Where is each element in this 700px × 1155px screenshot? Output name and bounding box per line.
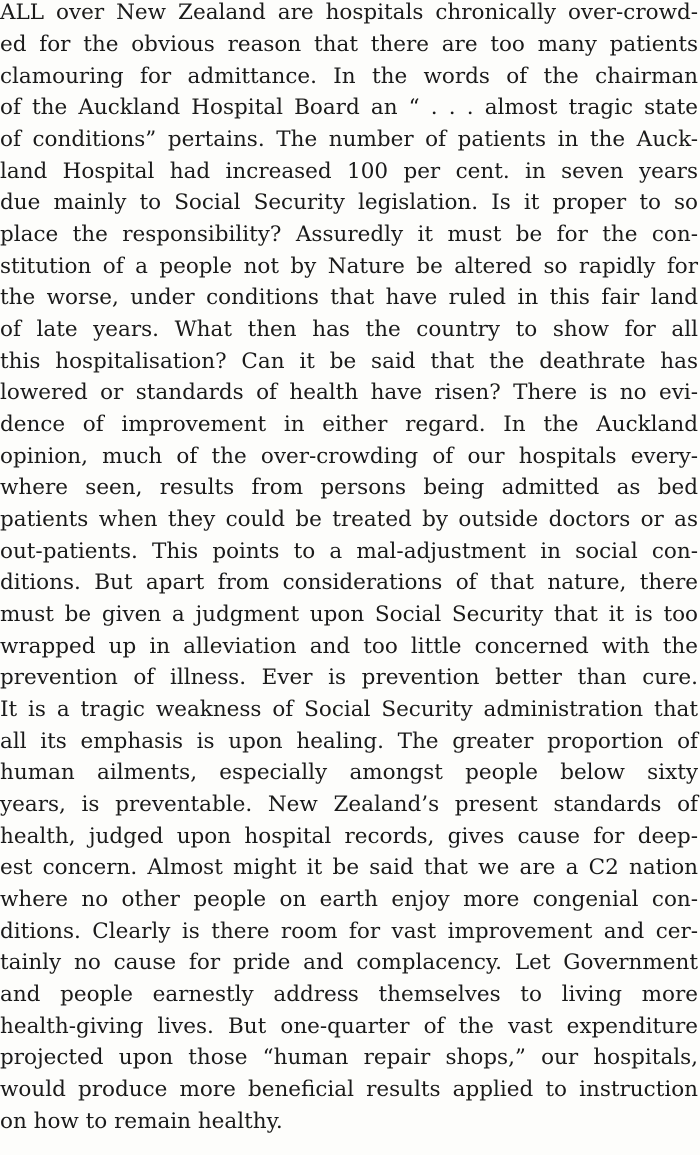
text-line: health, judged upon hospital records, gives cause for deep- bbox=[0, 824, 698, 849]
text-line: dence of improvement in either regard. In the Auckland bbox=[0, 412, 698, 437]
text-line: ALL over New Zealand are hospitals chronically over-crowd- bbox=[0, 0, 698, 25]
text-line: the worse, under conditions that have ruled in this fair land bbox=[0, 285, 698, 310]
text-line: prevention of illness. Ever is prevention better than cure. bbox=[0, 665, 698, 690]
text-line: due mainly to Social Security legislation. Is it proper to so bbox=[0, 190, 698, 215]
text-line: years, is preventable. New Zealand’s present standards of bbox=[0, 792, 698, 817]
text-line: wrapped up in alleviation and too little concerned with the bbox=[0, 634, 698, 659]
text-line: ditions. Clearly is there room for vast improvement and cer- bbox=[0, 919, 698, 944]
text-line: this hospitalisation? Can it be said that the deathrate has bbox=[0, 349, 698, 374]
text-line: clamouring for admittance. In the words of the chairman bbox=[0, 64, 698, 89]
text-line: patients when they could be treated by outside doctors or as bbox=[0, 507, 698, 532]
text-line: human ailments, especially amongst people below sixty bbox=[0, 760, 698, 785]
text-line: ed for the obvious reason that there are too many patients bbox=[0, 32, 698, 57]
text-line: where no other people on earth enjoy more congenial con- bbox=[0, 887, 698, 912]
text-line: tainly no cause for pride and complacency. Let Government bbox=[0, 950, 698, 975]
text-line: of late years. What then has the country to show for all bbox=[0, 317, 698, 342]
text-line: lowered or standards of health have risen? There is no evi- bbox=[0, 380, 698, 405]
text-line: place the responsibility? Assuredly it must be for the con- bbox=[0, 222, 698, 247]
text-line: of conditions” pertains. The number of patients in the Auck- bbox=[0, 127, 698, 152]
text-line: stitution of a people not by Nature be altered so rapidly for bbox=[0, 254, 698, 279]
text-line: ditions. But apart from considerations of that nature, there bbox=[0, 570, 698, 595]
text-line-last: on how to remain healthy. bbox=[0, 1109, 283, 1134]
text-line: est concern. Almost might it be said that we are a C2 nation bbox=[0, 855, 698, 880]
text-line: must be given a judgment upon Social Security that it is too bbox=[0, 602, 698, 627]
text-line: would produce more beneficial results applied to instruction bbox=[0, 1077, 698, 1102]
text-line: land Hospital had increased 100 per cent. in seven years bbox=[0, 159, 698, 184]
text-line: health-giving lives. But one-quarter of the vast expenditure bbox=[0, 1014, 698, 1039]
text-line: and people earnestly address themselves to living more bbox=[0, 982, 698, 1007]
text-line: out-patients. This points to a mal-adjustment in social con- bbox=[0, 539, 698, 564]
text-line: all its emphasis is upon healing. The greater proportion of bbox=[0, 729, 698, 754]
text-line: projected upon those “human repair shops,” our hospitals, bbox=[0, 1045, 698, 1070]
text-line: opinion, much of the over-crowding of our hospitals every- bbox=[0, 444, 698, 469]
text-line: It is a tragic weakness of Social Security administration that bbox=[0, 697, 698, 722]
text-line: where seen, results from persons being admitted as bed bbox=[0, 475, 698, 500]
text-line: of the Auckland Hospital Board an “ . . . almost tragic state bbox=[0, 95, 698, 120]
